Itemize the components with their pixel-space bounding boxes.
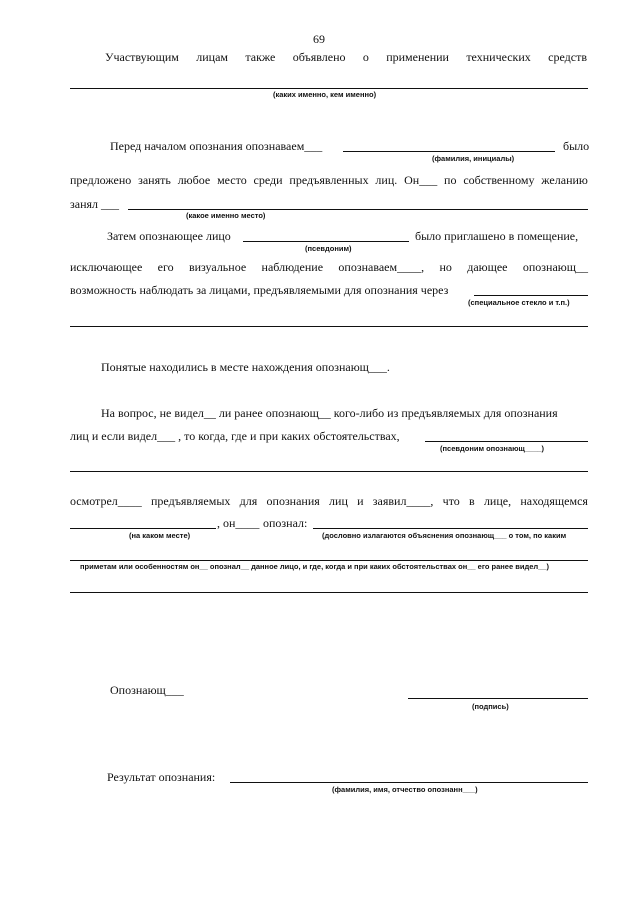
word: предъявляемых	[151, 494, 231, 508]
word: его	[157, 260, 174, 274]
signature-caption: (подпись)	[472, 702, 509, 711]
word: по	[444, 173, 457, 187]
word: применении	[386, 50, 449, 64]
took-place-text: занял ___	[70, 197, 119, 211]
identified-person-name-line[interactable]	[343, 151, 555, 152]
explanation-caption: (дословно излагаются объяснения опознающ___ о том, по каким	[322, 531, 567, 540]
word: Участвующим	[105, 50, 179, 64]
word: лице,	[483, 494, 512, 508]
signature-line[interactable]	[408, 698, 588, 699]
identifying-pseudonym-caption: (псевдоним опознающ____)	[440, 444, 545, 453]
word: предложено	[70, 173, 132, 187]
was-text: было	[563, 139, 590, 153]
word: дающее	[467, 260, 508, 274]
through-line[interactable]	[474, 295, 588, 296]
position-line[interactable]	[70, 528, 216, 529]
word: среди	[253, 173, 283, 187]
word: опознания	[266, 494, 320, 508]
pseudonym-caption: (псевдоним)	[305, 244, 352, 253]
result-label: Результат опознания:	[107, 770, 216, 784]
signs-caption: приметам или особенностям он__ опознал__ данное лицо, и где, когда и при каких обстоятельствах он__ его ранее видел__)	[80, 562, 549, 571]
identifying-signature-label: Опознающ___	[110, 683, 184, 697]
word: также	[245, 50, 276, 64]
witnesses-text: Понятые находились в месте нахождения опознающ___.	[101, 360, 390, 374]
place-line[interactable]	[128, 209, 588, 210]
word: исключающее	[70, 260, 143, 274]
word: лицам	[196, 50, 229, 64]
explanation-line[interactable]	[313, 528, 588, 529]
circumstances-line[interactable]	[425, 441, 588, 442]
word: заявил____,	[372, 494, 434, 508]
technical-means-caption: (каких именно, кем именно)	[273, 90, 377, 99]
full-name-caption: (фамилия, имя, отчество опознанн___)	[332, 785, 478, 794]
he-text: , он____	[217, 516, 260, 530]
word: любое	[177, 173, 211, 187]
invited-to-room-text: было приглашено в помещение,	[415, 229, 579, 243]
word: но	[439, 260, 452, 274]
when-where-text: лиц и если видел___ , то когда, где и при каких обстоятельствах,	[70, 429, 400, 443]
word: желанию	[541, 173, 588, 187]
word: средств	[548, 50, 587, 64]
result-line[interactable]	[230, 782, 588, 783]
word: место	[217, 173, 247, 187]
identified-text: опознал:	[263, 516, 308, 530]
word: занять	[138, 173, 171, 187]
signs-line[interactable]	[70, 560, 588, 561]
word: в	[469, 494, 475, 508]
word: лиц	[329, 494, 348, 508]
page-number: 69	[313, 32, 325, 46]
signs-continuation-line[interactable]	[70, 592, 588, 593]
word: что	[442, 494, 460, 508]
through-continuation-line[interactable]	[70, 326, 588, 327]
word: визуальное	[188, 260, 247, 274]
statement-technical-means	[105, 50, 587, 64]
examined-text	[70, 494, 588, 508]
special-glass-caption: (специальное стекло и т.п.)	[468, 298, 570, 307]
word: технических	[466, 50, 531, 64]
pseudonym-line[interactable]	[243, 241, 409, 242]
identifying-person-text: Затем опознающее лицо	[107, 229, 231, 243]
which-position-caption: (на каком месте)	[129, 531, 191, 540]
word: и	[357, 494, 364, 508]
excluding-observation-text	[70, 260, 588, 274]
word: опознающ__	[522, 260, 588, 274]
word: о	[362, 50, 369, 64]
circumstances-continuation-line[interactable]	[70, 471, 588, 472]
observation-possibility-text: возможность наблюдать за лицами, предъявляемыми для опознания через	[70, 283, 449, 297]
surname-initials-caption: (фамилия, инициалы)	[432, 154, 515, 163]
word: находящемся	[520, 494, 588, 508]
identified-person-text: Перед началом опознания опознаваем___	[110, 139, 323, 153]
word: осмотрел____	[70, 494, 142, 508]
word: для	[239, 494, 258, 508]
which-place-caption: (какое именно место)	[186, 211, 266, 220]
word: Он___	[404, 173, 438, 187]
word: наблюдение	[261, 260, 324, 274]
word: объявлено	[292, 50, 346, 64]
offered-place-text	[70, 173, 588, 187]
word: собственному	[463, 173, 535, 187]
word: опознаваем____,	[338, 260, 425, 274]
word: предъявленных	[289, 173, 369, 187]
word: лиц.	[375, 173, 398, 187]
question-text: На вопрос, не видел__ ли ранее опознающ__ кого-либо из предъявляемых для опознания	[101, 406, 558, 420]
technical-means-line[interactable]	[70, 88, 588, 89]
